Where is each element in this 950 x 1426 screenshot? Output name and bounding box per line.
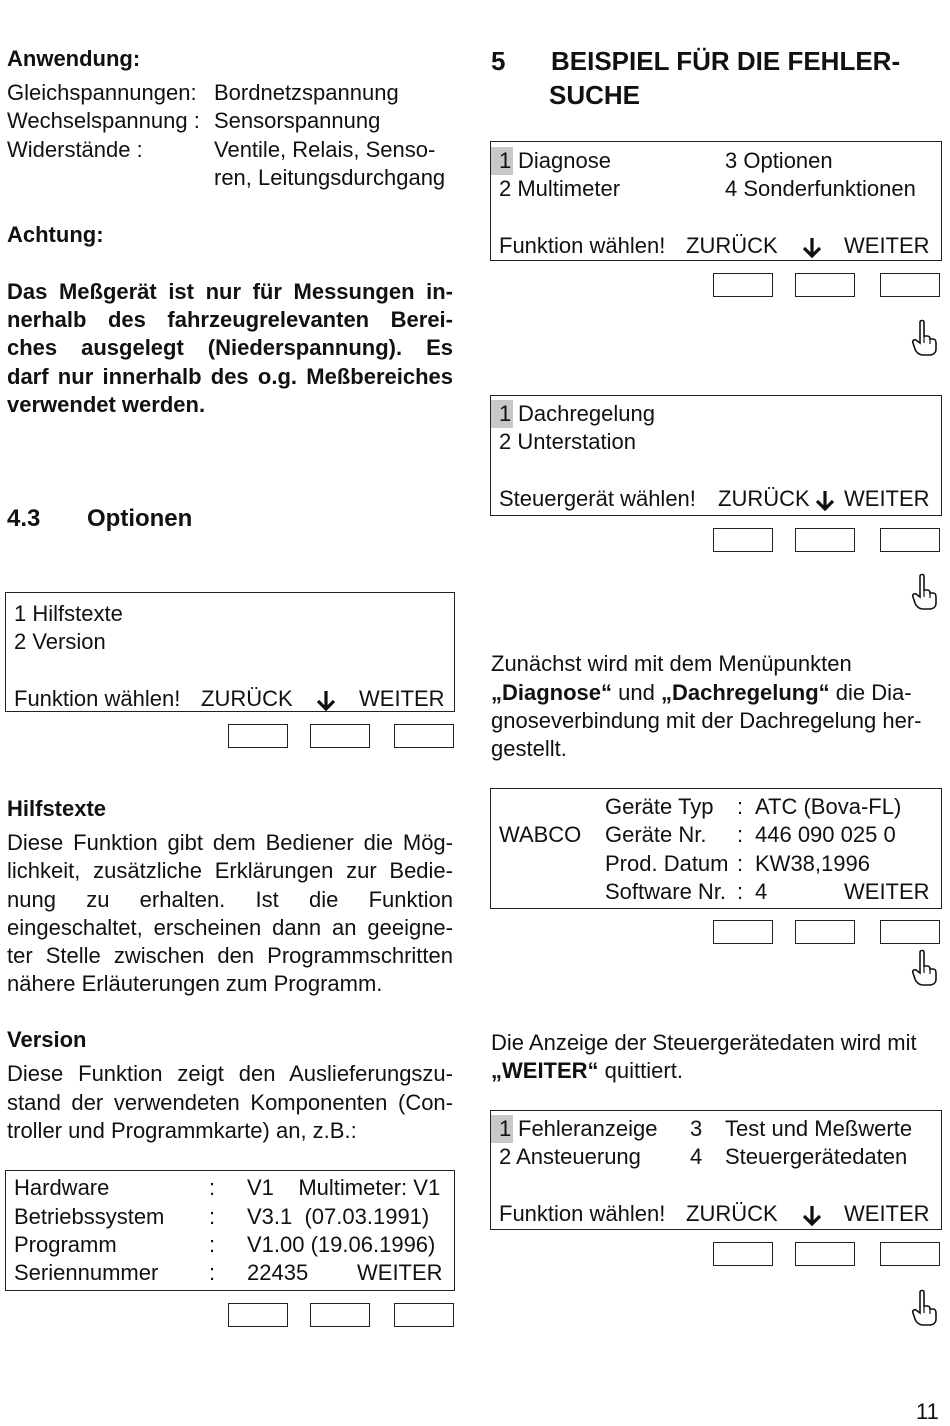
anwendung-label: Widerstände : [7, 137, 143, 162]
anwendung-value: Sensorspannung [214, 108, 381, 133]
soft-key-middle[interactable] [310, 724, 370, 748]
info-label: Prod. Datum [605, 851, 729, 876]
version-line: troller und Programmkarte) an, z.B.: [7, 1118, 357, 1143]
menu-item-diagnose[interactable]: Diagnose [518, 148, 611, 173]
pointing-hand-icon [909, 573, 939, 611]
display-prompt: Steuergerät wählen! [499, 486, 696, 511]
paragraph-fragment: die Dia- [829, 680, 912, 705]
control-unit-menu-display [490, 395, 942, 516]
soft-key-left[interactable] [713, 528, 773, 552]
info-sep: : [737, 879, 744, 904]
next-label: WEITER [844, 233, 930, 258]
anwendung-value: Bordnetzspannung [214, 80, 399, 105]
achtung-text-line: verwendet werden. [7, 392, 206, 417]
back-label: ZURÜCK [686, 233, 778, 258]
version-sep: : [209, 1175, 216, 1200]
display-prompt: Funktion wählen! [499, 233, 666, 258]
info-sep: : [737, 794, 744, 819]
soft-key-left[interactable] [228, 1303, 288, 1327]
paragraph-line [491, 679, 912, 707]
display-line: 1 Hilfstexte [14, 601, 123, 626]
display-line: 2 Version [14, 629, 106, 654]
achtung-text-line: darf nur innerhalb des o.g. Meßbereiches [7, 364, 453, 389]
paragraph-fragment: und [612, 680, 661, 705]
menu-item-test-messwerte[interactable]: Test und Meßwerte [725, 1116, 913, 1141]
page-number: 11 [916, 1399, 939, 1424]
version-value: V1 Multimeter: V1 [247, 1175, 441, 1200]
version-heading: Version [7, 1027, 87, 1052]
down-arrow-icon [815, 490, 835, 512]
next-label: WEITER [844, 879, 930, 904]
hilfstexte-line: nung zu erhalten. Ist die Funktion [7, 887, 453, 912]
soft-key-left[interactable] [713, 273, 773, 297]
main-menu-display [490, 141, 942, 261]
soft-key-left[interactable] [713, 920, 773, 944]
soft-key-middle[interactable] [310, 1303, 370, 1327]
menu-item-optionen[interactable]: 3 Optionen [725, 148, 833, 173]
version-value: V3.1 (07.03.1991) [247, 1204, 430, 1229]
soft-key-right[interactable] [394, 1303, 454, 1327]
section-number: 4.3 [7, 505, 41, 532]
back-label: ZURÜCK [686, 1201, 778, 1226]
hilfstexte-line: eingeschaltet, erscheinen dann an geeigne- [7, 915, 453, 940]
achtung-text-line: ches ausgelegt (Niederspannung). Es [7, 335, 453, 360]
down-arrow-icon [802, 237, 822, 259]
version-label: Seriennummer [14, 1260, 159, 1285]
anwendung-value: Ventile, Relais, Senso- [214, 137, 436, 162]
hilfstexte-line: Diese Funktion gibt dem Bediener die Mög- [7, 830, 453, 855]
selected-item-marker[interactable]: 1 [491, 1115, 513, 1143]
selected-item-marker[interactable]: 1 [491, 147, 513, 175]
soft-key-right[interactable] [880, 920, 940, 944]
info-label: Software Nr. [605, 879, 727, 904]
paragraph-line: gestellt. [491, 736, 567, 761]
achtung-text-line: nerhalb des fahrzeugrelevanten Berei- [7, 307, 453, 332]
next-label: WEITER [844, 1201, 930, 1226]
info-value: 446 090 025 0 [755, 822, 896, 847]
paragraph-fragment: quittiert. [598, 1058, 683, 1083]
display-prompt: Funktion wählen! [499, 1201, 666, 1226]
back-label: ZURÜCK [718, 486, 810, 511]
menu-item-steuergeraetedaten[interactable]: Steuergerätedaten [725, 1144, 908, 1169]
version-display [5, 1170, 455, 1291]
hilfstexte-line: ter Stelle zwischen den Programmschritten [7, 943, 453, 968]
version-label: Betriebssystem [14, 1204, 165, 1229]
fault-menu-display [490, 1110, 942, 1230]
menu-item-number: 3 [690, 1116, 703, 1141]
pointing-hand-icon [909, 1289, 939, 1327]
paragraph-line: gnoseverbindung mit der Dachregelung her- [491, 708, 922, 733]
info-label: Geräte Nr. [605, 822, 707, 847]
down-arrow-icon [802, 1205, 822, 1227]
info-value: ATC (Bova-FL) [755, 794, 902, 819]
section-number: 5 [491, 46, 506, 76]
soft-key-right[interactable] [880, 1242, 940, 1266]
version-line: stand der verwendeten Komponenten (Con- [7, 1090, 453, 1115]
next-label: WEITER [357, 1260, 443, 1285]
anwendung-label: Wechselspannung : [7, 108, 200, 133]
selected-item-marker[interactable]: 1 [491, 400, 513, 428]
quoted-term: „Diagnose“ [491, 680, 613, 705]
achtung-text-line: Das Meßgerät ist nur für Messungen in- [7, 279, 453, 304]
soft-key-middle[interactable] [795, 273, 855, 297]
version-line: Diese Funktion zeigt den Auslieferungszu- [7, 1061, 453, 1086]
menu-item-ansteuerung[interactable]: 2 Ansteuerung [499, 1144, 641, 1169]
menu-item-fehleranzeige[interactable]: Fehleranzeige [518, 1116, 658, 1141]
section-title: BEISPIEL FÜR DIE FEHLER- [551, 46, 901, 76]
pointing-hand-icon [909, 949, 939, 987]
optionen-display [5, 592, 455, 712]
soft-key-middle[interactable] [795, 528, 855, 552]
paragraph-line: Die Anzeige der Steuergerätedaten wird mit [491, 1030, 917, 1055]
version-value: 22435 [247, 1260, 309, 1285]
soft-key-middle[interactable] [795, 1242, 855, 1266]
anwendung-label: Gleichspannungen: [7, 80, 197, 105]
brand-label: WABCO [499, 822, 582, 847]
menu-item-number: 4 [690, 1144, 703, 1169]
next-label: WEITER [844, 486, 930, 511]
quoted-term: „WEITER“ [491, 1058, 599, 1083]
paragraph-line: Zunächst wird mit dem Menüpunkten [491, 651, 852, 676]
soft-key-middle[interactable] [795, 920, 855, 944]
info-value: KW38,1996 [755, 851, 870, 876]
info-sep: : [737, 822, 744, 847]
soft-key-left[interactable] [228, 724, 288, 748]
down-arrow-icon [316, 690, 336, 712]
version-label: Programm [14, 1232, 117, 1257]
soft-key-left[interactable] [713, 1242, 773, 1266]
achtung-heading: Achtung: [7, 222, 104, 247]
version-sep: : [209, 1232, 216, 1257]
anwendung-heading: Anwendung: [7, 46, 141, 71]
menu-item-unterstation[interactable]: 2 Unterstation [499, 429, 636, 454]
version-sep: : [209, 1260, 216, 1285]
info-value: 4 [755, 879, 768, 904]
back-label: ZURÜCK [201, 686, 293, 711]
soft-key-right[interactable] [394, 724, 454, 748]
hilfstexte-line: lichkeit, zusätzliche Erklärungen zur Bedie- [7, 858, 453, 883]
hilfstexte-line: nähere Erläuterungen zum Programm. [7, 971, 383, 996]
menu-item-sonderfunktionen[interactable]: 4 Sonderfunktionen [725, 176, 916, 201]
menu-item-multimeter[interactable]: 2 Multimeter [499, 176, 621, 201]
soft-key-right[interactable] [880, 273, 940, 297]
quoted-term: „Dachregelung“ [660, 680, 830, 705]
pointing-hand-icon [909, 319, 939, 357]
version-label: Hardware [14, 1175, 110, 1200]
info-label: Geräte Typ [605, 794, 714, 819]
display-prompt: Funktion wählen! [14, 686, 181, 711]
menu-item-dachregelung[interactable]: Dachregelung [518, 401, 655, 426]
info-sep: : [737, 851, 744, 876]
soft-key-right[interactable] [880, 528, 940, 552]
anwendung-value: ren, Leitungsdurchgang [214, 165, 446, 190]
hilfstexte-heading: Hilfstexte [7, 796, 107, 821]
version-sep: : [209, 1204, 216, 1229]
next-label: WEITER [359, 686, 445, 711]
device-info-display [490, 788, 942, 909]
section-title: Optionen [87, 505, 193, 532]
section-title-cont: SUCHE [549, 80, 641, 110]
version-value: V1.00 (19.06.1996) [247, 1232, 436, 1257]
paragraph-line [491, 1057, 683, 1085]
